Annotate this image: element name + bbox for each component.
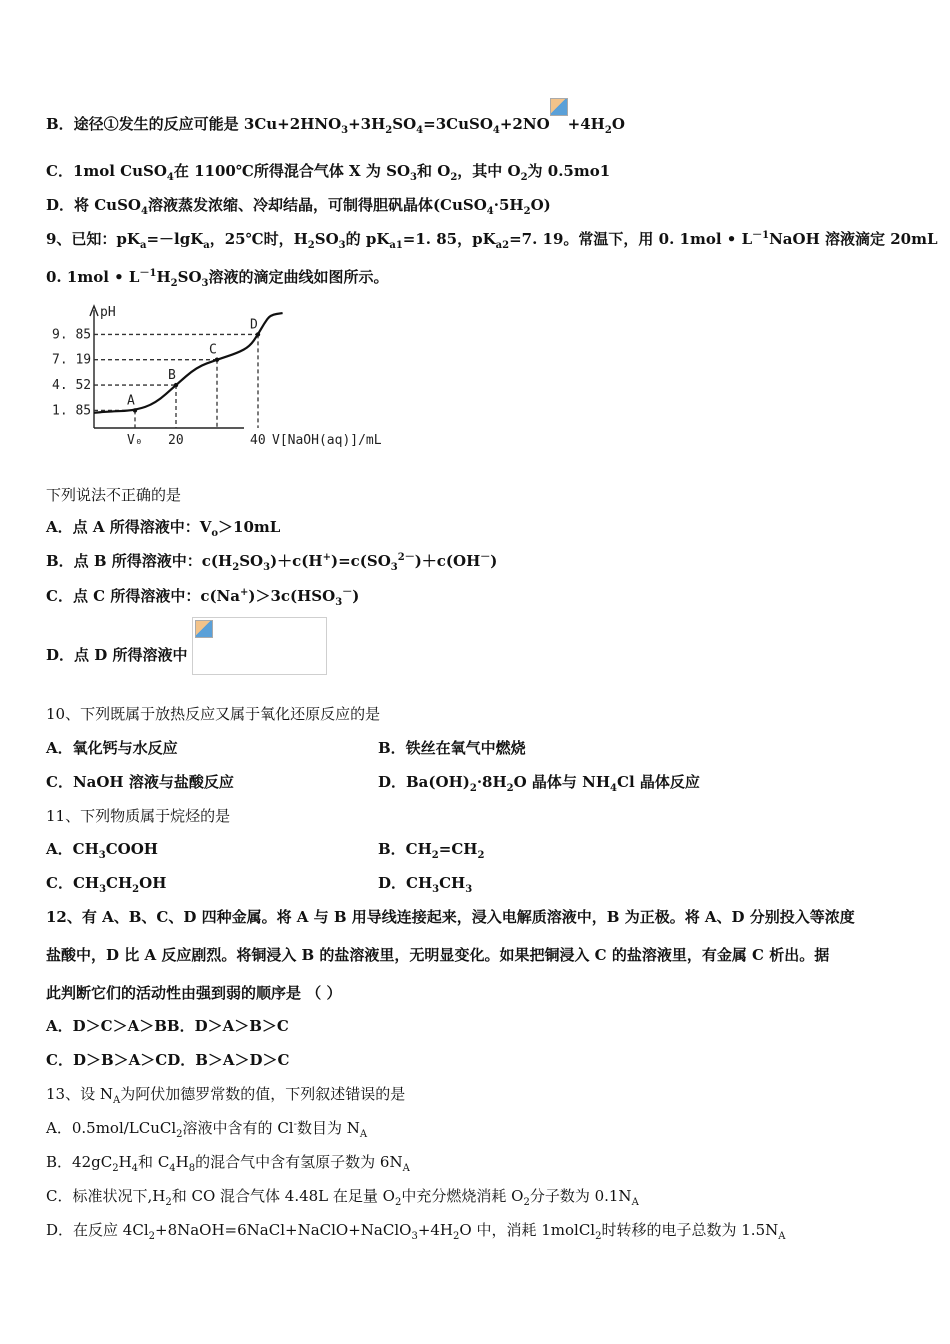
q9-option-d: D．点 D 所得溶液中: [46, 646, 188, 664]
q9-stem-line2: 0. 1mol • $L^{-1}H_2SO_3$溶液的滴定曲线如图所示。: [46, 268, 389, 289]
q9-option-c: C．点 C 所得溶液中：$c(Na^+)>3c(HSO_3^-)$: [46, 587, 360, 608]
point-label-D: D: [250, 317, 258, 333]
broken-image-icon: [195, 620, 213, 638]
data-point-B: [174, 383, 178, 387]
q12-options-cd: C．D＞B＞A＞CD．B＞A＞D＞C: [46, 1051, 290, 1069]
y-tick-label: 9. 85: [52, 327, 92, 343]
q9-option-a: A．点 A 所得溶液中：$V_o>10mL$: [46, 518, 281, 539]
titration-curve-chart: [44, 298, 382, 450]
q13-option-b: B．$42gC_2H_4$和 $C_4H_8$的混合气中含有氢原子数为 $6N_A$: [46, 1153, 410, 1174]
q8-option-b: B．途径①发生的反应可能是 $3Cu+2HNO_3+3H_2SO_4=3CuSO_4+2NO +4H_2O$: [46, 114, 625, 136]
point-label-C: C: [209, 342, 217, 358]
q10-option-a: A．氧化钙与水反应: [46, 739, 178, 757]
q9-option-b: B．点 B 所得溶液中：$c(H_2SO_3)+c(H^+)=c(SO_3^{2-})+c(OH^-)$: [46, 552, 498, 573]
q13-option-d: D．在反应 $4Cl_2+8NaOH=6NaCl+NaClO+NaClO_3+4H_2O$ 中，消耗 1molCl$_2$时转移的电子总数为 $1.5N_A$: [46, 1221, 786, 1242]
y-tick-label: 1. 85: [52, 403, 92, 419]
q10-option-c: C．NaOH 溶液与盐酸反应: [46, 773, 234, 791]
q12-stem-line2: 盐酸中，D 比 A 反应剧烈。将铜浸入 B 的盐溶液里，无明显变化。如果把铜浸入 C 的盐溶液里，有金属 C 析出。据: [46, 946, 830, 964]
x-axis-label: V[NaOH(aq)]/mL: [272, 433, 382, 448]
q11-option-a: A．$CH_3COOH$: [46, 840, 158, 861]
y-axis-label: pH: [100, 305, 116, 320]
q11-stem: 11、下列物质属于烷烃的是: [46, 807, 231, 825]
point-label-A: A: [127, 393, 135, 409]
x-tick-label: V₀: [127, 433, 143, 448]
data-point-C: [215, 357, 219, 361]
data-point-D: [256, 332, 260, 336]
q10-stem: 10、下列既属于放热反应又属于氧化还原反应的是: [46, 705, 381, 723]
data-point-A: [133, 408, 137, 412]
q10-option-b: B．铁丝在氧气中燃烧: [378, 739, 526, 757]
broken-image-icon: [550, 98, 568, 120]
q12-stem-line1: 12、有 A、B、C、D 四种金属。将 A 与 B 用导线连接起来，浸入电解质溶液中，B 为正极。将 A、D 分别投入等浓度: [46, 908, 855, 926]
q9-question: 下列说法不正确的是: [46, 486, 182, 504]
x-tick-label: 20: [168, 433, 184, 448]
q12-options-ab: A．D＞C＞A＞BB．D＞A＞B＞C: [46, 1017, 289, 1035]
x-tick-label: 40: [250, 433, 266, 448]
y-tick-label: 4. 52: [52, 378, 92, 394]
q9-stem-line1: 9、已知：$pK_a=-\lg K_a$，25℃时，$H_2SO_3$的 $pK_{a1}=1$. 85，$pK_{a2}=7$. 19。常温下，用 0. 1mol • $L^{-1}NaOH$ 溶液滴定 20mL: [46, 230, 938, 251]
q8-option-c: C．1mol CuSO$_4$在 1100℃所得混合气体 X 为 $SO_3$和 $O_2$，其中 $O_2$为 0.5mo1: [46, 162, 611, 183]
q10-option-d: D．$Ba(OH)_2\cdot 8H_2O$ 晶体与 $NH_4Cl$ 晶体反应: [378, 773, 700, 794]
q12-stem-line3: 此判断它们的活动性由强到弱的顺序是 （ ）: [46, 984, 342, 1002]
missing-image-placeholder: [192, 617, 327, 675]
y-tick-label: 7. 19: [52, 352, 92, 368]
q13-option-c: C．标准状况下$,H_2$和 CO 混合气体 4.48L 在足量 $O_2$中充分燃烧消耗 $O_2$分子数为 $0.1N_A$: [46, 1187, 639, 1208]
q11-option-c: C．$CH_3CH_2OH$: [46, 874, 167, 895]
point-label-B: B: [168, 368, 176, 384]
q11-option-d: D．$CH_3CH_3$: [378, 874, 473, 895]
q13-stem: 13、设 $N_A$为阿伏加德罗常数的值，下列叙述错误的是: [46, 1085, 406, 1106]
q8-option-d: D．将 CuSO$_4$溶液蒸发浓缩、冷却结晶，可制得胆矾晶体$(CuSO_4\cdot 5H_2O)$: [46, 196, 551, 217]
q13-option-a: A．0.5mol/LCuCl$_2$溶液中含有的 Cl-数目为 $N_A$: [46, 1119, 368, 1140]
q11-option-b: B．$CH_2=CH_2$: [378, 840, 485, 861]
